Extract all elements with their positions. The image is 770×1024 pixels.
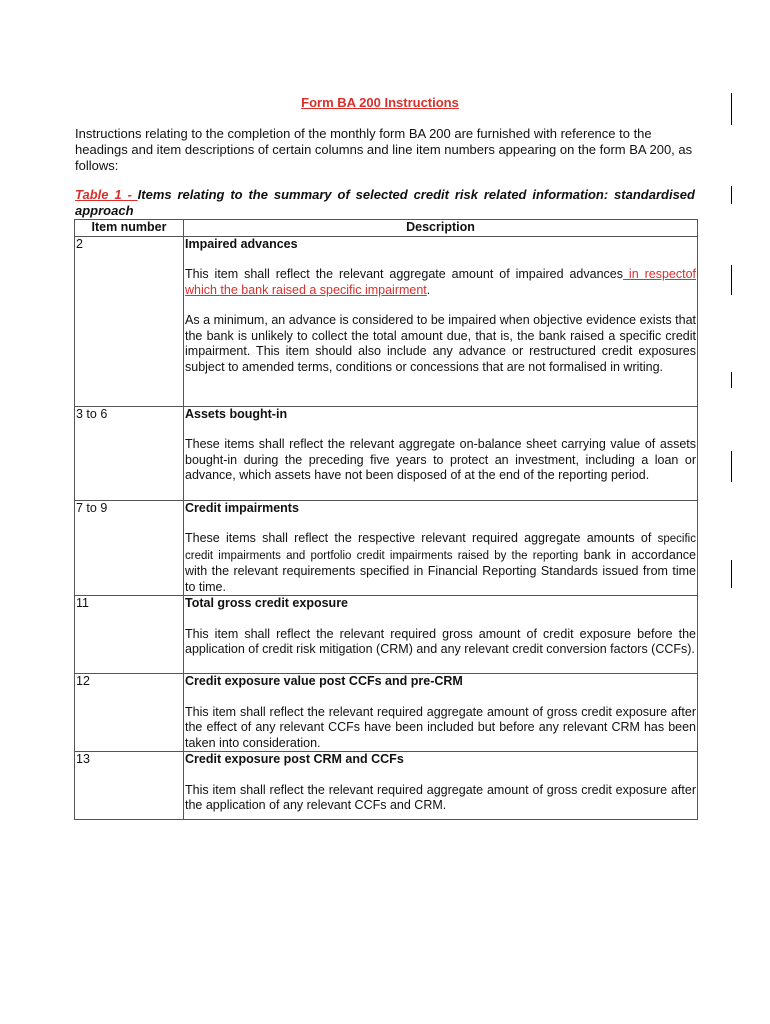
item-paragraph: [185, 531, 696, 595]
item-number: 3 to 6: [75, 406, 184, 500]
table-caption-prefix: Table 1 -: [75, 187, 138, 202]
item-paragraph: As a minimum, an advance is considered to be impaired when objective evidence exists that the bank is unlikely to collect the total amount due, that is, the bank raised a specific credit impairment. This item should also include any advance or restructured credit exposures subject to amended terms, conditions or concessions that are not formalised in writing.: [185, 313, 696, 374]
table-header-row: [75, 220, 698, 237]
table-row: [75, 500, 698, 596]
table-caption: [75, 187, 695, 219]
item-text: This item shall reflect the relevant aggregate amount of impaired advances: [185, 267, 623, 281]
table-row: [75, 596, 698, 674]
change-bar: [731, 186, 732, 204]
item-description: [184, 596, 698, 674]
header-description: Description: [184, 220, 698, 237]
page-title: Form BA 200 Instructions: [301, 95, 459, 110]
item-heading: Total gross credit exposure: [185, 596, 349, 610]
item-text: These items shall reflect the respective relevant required aggregate amounts of: [185, 531, 652, 545]
item-description: [184, 236, 698, 406]
item-paragraph: [185, 267, 696, 298]
item-description: [184, 406, 698, 500]
item-paragraph: This item shall reflect the relevant required gross amount of credit exposure before the application of credit risk mitigation (CRM) and any relevant credit conversion factors (CCFs).: [185, 626, 696, 656]
item-heading: Assets bought-in: [185, 406, 288, 421]
item-paragraph: This item shall reflect the relevant required aggregate amount of gross credit exposure after the effect of any relevant CCFs have been included but before any relevant CRM has been taken into consideration.: [185, 704, 696, 750]
tracked-change-text: in respectof which the bank raised a specific impairment: [185, 267, 697, 297]
change-bar: [731, 372, 732, 388]
item-number: 2: [75, 236, 184, 406]
intro-paragraph: Instructions relating to the completion of the monthly form BA 200 are furnished with reference to the headings and item descriptions of certain columns and line item numbers appearing on the form BA 200, as follows:: [75, 126, 693, 173]
item-number: 12: [75, 674, 184, 752]
item-text: bank in accordance with the relevant requirements specified in Financial Reporting Standards issued from time to time.: [185, 547, 696, 594]
item-paragraph: These items shall reflect the relevant aggregate on-balance sheet carrying value of assets bought-in during the preceding five years to protect an investment, including a loan or advance, which assets have not been disposed of at the end of the reporting period.: [185, 437, 696, 482]
items-table: [74, 219, 698, 820]
item-heading: Credit exposure post CRM and CCFs: [185, 752, 404, 766]
table-row: [75, 406, 698, 500]
item-description: [184, 674, 698, 752]
table-row: [75, 752, 698, 820]
item-number: 13: [75, 752, 184, 820]
table-row: [75, 674, 698, 752]
item-number: 11: [75, 596, 184, 674]
item-heading: Credit impairments: [185, 500, 299, 515]
change-bar: [731, 265, 732, 295]
table-row: [75, 236, 698, 406]
item-heading: Impaired advances: [185, 236, 298, 251]
item-description: [184, 500, 698, 596]
item-number: 7 to 9: [75, 500, 184, 596]
item-paragraph: This item shall reflect the relevant required aggregate amount of gross credit exposure after the application of any relevant CCFs and CRM.: [185, 782, 696, 812]
change-bar: [731, 560, 732, 588]
table-caption-text: Items relating to the summary of selected credit risk related information: standardised approach: [75, 187, 695, 218]
change-bar: [731, 93, 732, 125]
item-description: [184, 752, 698, 820]
header-item-number: Item number: [75, 220, 184, 237]
item-text: .: [426, 282, 431, 297]
item-text: specific credit impairments and portfolio credit impairments raised by the reporting: [185, 533, 696, 562]
change-bar: [731, 451, 732, 482]
item-heading: Credit exposure value post CCFs and pre-CRM: [185, 674, 463, 688]
